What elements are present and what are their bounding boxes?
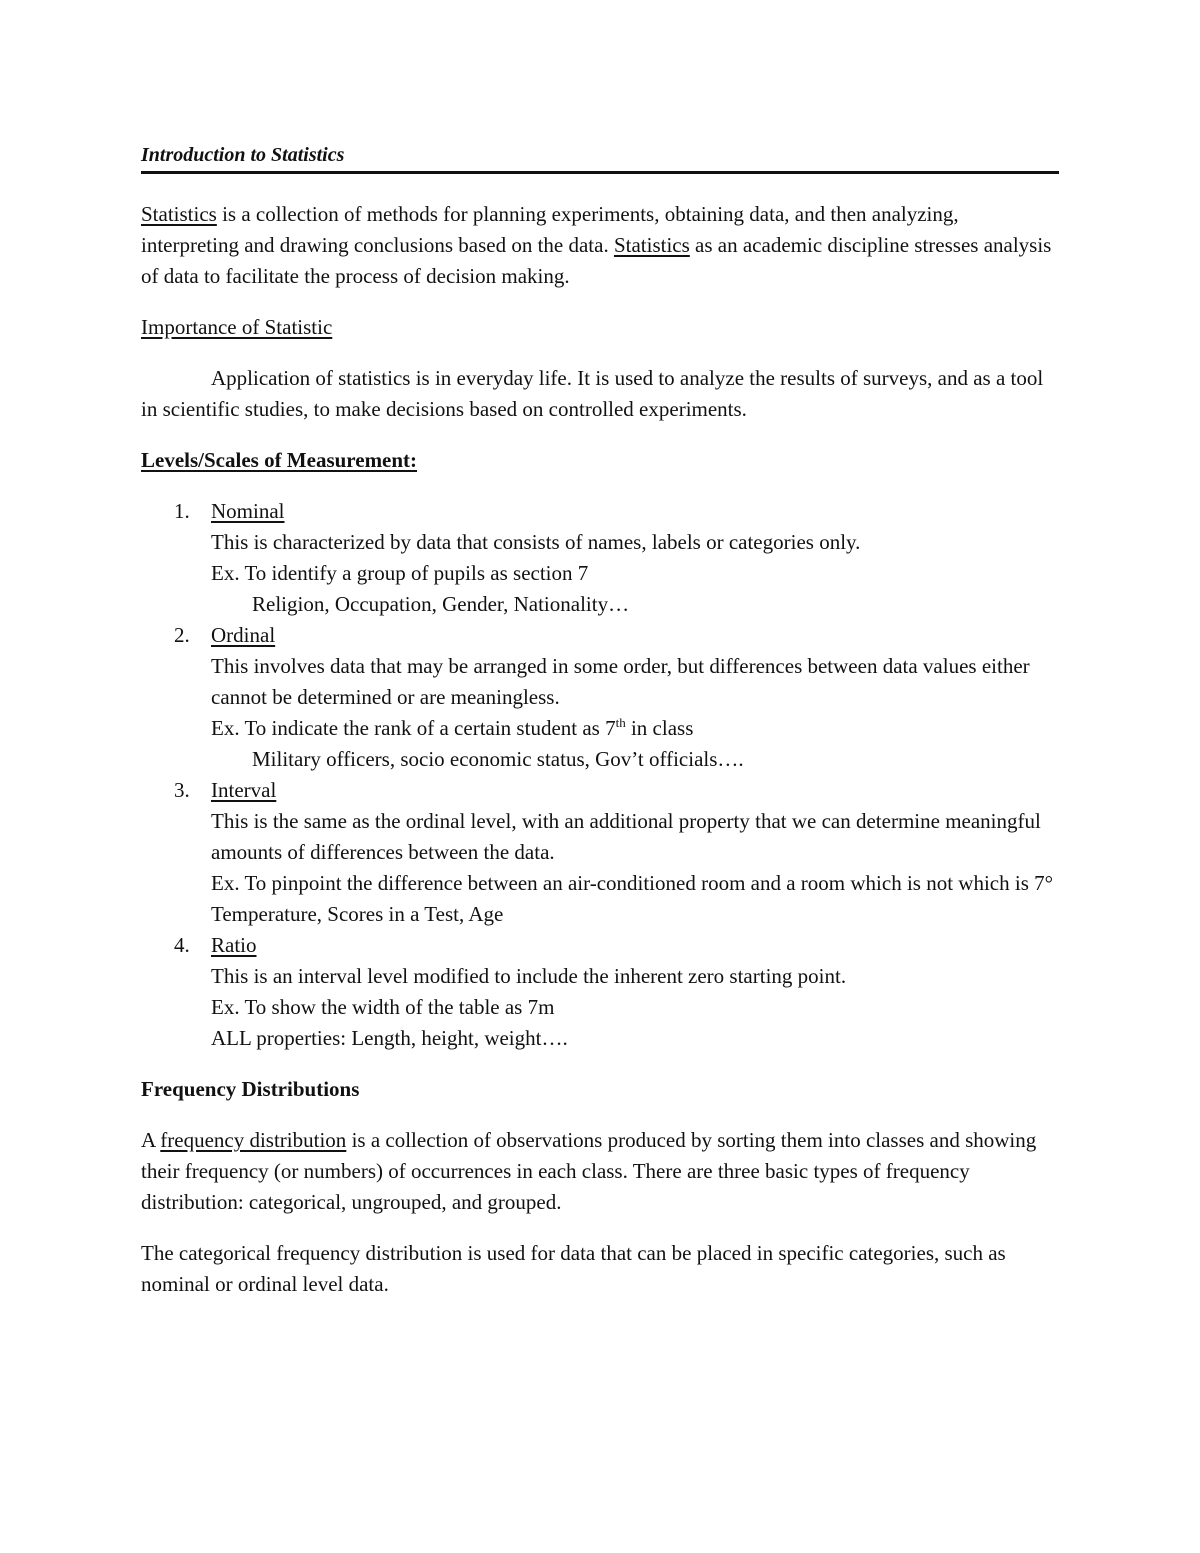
frequency-p1-pre: A: [141, 1128, 161, 1152]
level-description: This is the same as the ordinal level, with an additional property that we can determine meaningful amounts of differences between the data.: [211, 809, 1041, 864]
document-title: Introduction to Statistics: [141, 144, 345, 166]
level-number: 3.: [174, 778, 190, 802]
level-name: Ordinal: [211, 623, 276, 647]
level-example-superscript: th: [615, 715, 626, 730]
level-name: Ratio: [211, 933, 257, 957]
frequency-paragraph-2: The categorical frequency distribution is used for data that can be placed in specific categories, such as nominal or ordinal level data.: [141, 1241, 1006, 1296]
level-example-post: in class: [625, 716, 694, 740]
level-examples-list: ALL properties: Length, height, weight….: [211, 1026, 568, 1050]
level-example: Ex. To show the width of the table as 7m: [211, 995, 555, 1019]
level-item-interval: [141, 775, 1059, 930]
level-item-ordinal: [141, 620, 1059, 775]
levels-list: [141, 496, 1059, 1054]
level-item-nominal: [141, 496, 1059, 620]
level-name: Interval: [211, 778, 277, 802]
importance-body: Application of statistics is in everyday life. It is used to analyze the results of surveys, and as a tool in scientific studies, to make decisions based on controlled experiments.: [141, 366, 1044, 421]
frequency-term: frequency distribution: [160, 1128, 347, 1152]
level-example: Ex. To identify a group of pupils as section 7: [211, 561, 589, 585]
intro-term-statistics: Statistics: [141, 202, 217, 226]
level-examples-list: Temperature, Scores in a Test, Age: [211, 902, 504, 926]
importance-heading-text: Importance of Statistic: [141, 315, 333, 339]
level-name: Nominal: [211, 499, 285, 523]
level-description: This involves data that may be arranged in some order, but differences between data values either cannot be determined or are meaningless.: [211, 654, 1030, 709]
intro-term-statistics-2: Statistics: [613, 233, 690, 257]
frequency-p1-post: is a collection of observations produced by sorting them into classes and showing their frequency (or numbers) of occurrences in each class. There are three basic types of frequency distribution: categorical, ungrouped, and grouped.: [141, 1128, 1037, 1214]
importance-heading: [141, 312, 1059, 343]
level-number: 1.: [174, 499, 190, 523]
level-example-pre: Ex. To indicate the rank of a certain student as 7: [211, 716, 616, 740]
levels-heading-text: Levels/Scales of Measurement:: [141, 448, 418, 472]
frequency-heading: Frequency Distributions: [141, 1077, 360, 1101]
level-examples-list: Military officers, socio economic status, Gov’t officials….: [252, 747, 744, 771]
level-description: This is an interval level modified to include the inherent zero starting point.: [211, 964, 847, 988]
document-page: [141, 140, 1059, 1320]
intro-paragraph: [141, 199, 1059, 292]
intro-text-2: as an academic discipline stresses analysis of data to facilitate the process of decision making.: [141, 233, 1052, 288]
intro-text-1: is a collection of methods for planning experiments, obtaining data, and then analyzing, interpreting and drawing conclusions based on the data.: [141, 202, 959, 257]
level-number: 2.: [174, 623, 190, 647]
level-examples-list: Religion, Occupation, Gender, Nationality…: [252, 592, 630, 616]
level-example: Ex. To pinpoint the difference between an air-conditioned room and a room which is not which is 7°: [211, 871, 1054, 895]
levels-heading: [141, 445, 1059, 476]
level-description: This is characterized by data that consists of names, labels or categories only.: [211, 530, 861, 554]
title-underline-rule: [141, 171, 1059, 174]
level-example: [211, 713, 1059, 744]
frequency-paragraph-1: [141, 1125, 1059, 1218]
level-item-ratio: [141, 930, 1059, 1054]
level-number: 4.: [174, 933, 190, 957]
